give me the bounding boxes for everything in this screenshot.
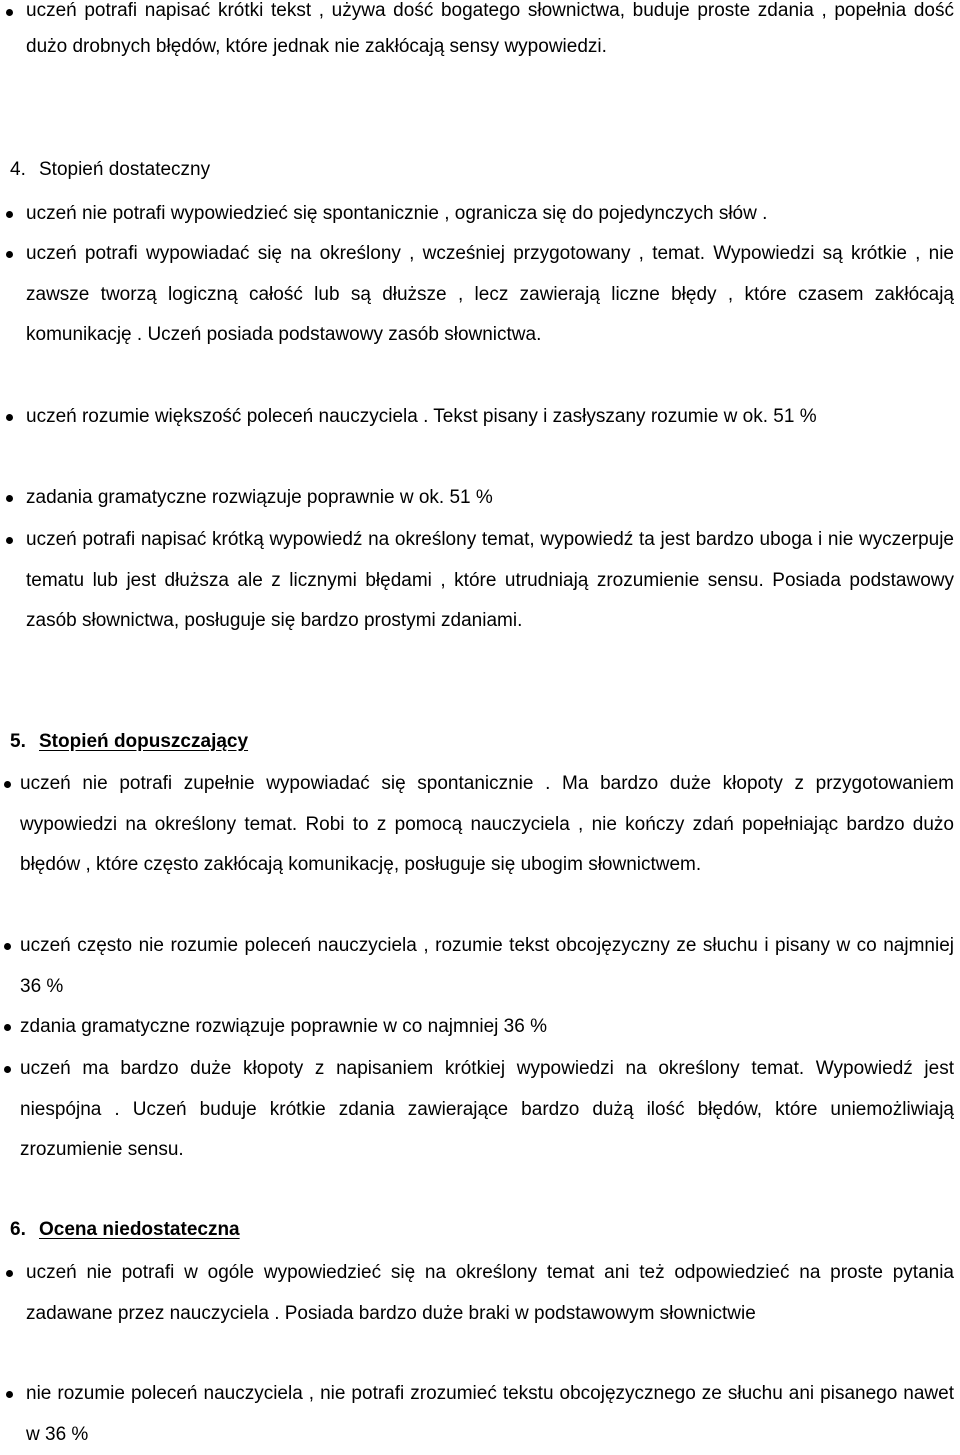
bullet-icon — [6, 9, 13, 16]
list-item-text: uczeń często nie rozumie poleceń nauczyciela , rozumie tekst obcojęzyczny ze słuchu i pisany w co najmniej 36 % — [20, 935, 954, 997]
list-item-text: uczeń potrafi napisać krótką wypowiedź na określony temat, wypowiedź ta jest bardzo uboga i nie wyczerpuje tematu lub jest dłuższa ale z licznymi błędami , które utrudniają zrozumienie sensu. Posiada podstawowy zasób słownictwa, posługuje się bardzo prostymi zdaniami. — [26, 529, 954, 631]
section-title: Ocena niedostateczna — [39, 1219, 240, 1240]
list-item-text: zadania gramatyczne rozwiązuje poprawnie w ok. 51 % — [26, 487, 493, 508]
bullet-icon — [6, 537, 13, 544]
list-item-text: uczeń rozumie większość poleceń nauczyciela . Tekst pisany i zasłyszany rozumie w ok. 51 % — [26, 406, 817, 427]
bullet-icon — [4, 781, 11, 788]
list-item-text: zdania gramatyczne rozwiązuje poprawnie w co najmniej 36 % — [20, 1016, 547, 1037]
list-item-text: uczeń potrafi napisać krótki tekst , używa dość bogatego słownictwa, buduje proste zdania , popełnia dość dużo drobnych błędów, które jednak nie zakłócają sensy wypowiedzi. — [26, 0, 954, 57]
section-title: Stopień dostateczny — [39, 159, 211, 180]
section-heading — [10, 1210, 240, 1250]
section-number: 5. — [10, 731, 26, 752]
list-item-text: uczeń nie potrafi zupełnie wypowiadać się spontanicznie . Ma bardzo duże kłopoty z przygotowaniem wypowiedzi na określony temat. Robi to z pomocą nauczyciela , nie kończy zdań popełniając bardzo dużo błędów , które często zakłócają komunikację, posługuje się ubogim słownictwem. — [20, 773, 954, 875]
bullet-icon — [6, 1391, 13, 1398]
section-title: Stopień dopuszczający — [39, 731, 249, 752]
bullet-icon — [4, 1066, 11, 1073]
list-item-text: uczeń potrafi wypowiadać się na określony , wcześniej przygotowany , temat. Wypowiedzi są krótkie , nie zawsze tworzą logiczną całość lub są dłuższe , lecz zawierają liczne błędy , które czasem zakłócają komunikację . Uczeń posiada podstawowy zasób słownictwa. — [26, 243, 954, 345]
bullet-icon — [6, 414, 13, 421]
bullet-icon — [6, 1270, 13, 1277]
list-item-text: uczeń nie potrafi w ogóle wypowiedzieć się na określony temat ani też odpowiedzieć na proste pytania zadawane przez nauczyciela . Posiada bardzo duże braki w podstawowym słownictwie — [26, 1262, 954, 1324]
list-item-text: nie rozumie poleceń nauczyciela , nie potrafi zrozumieć tekstu obcojęzycznego ze słuchu ani pisanego nawet w 36 % — [26, 1383, 954, 1445]
bullet-icon — [6, 251, 13, 258]
section-heading — [10, 150, 210, 190]
section-heading — [10, 722, 248, 762]
list-item-text: uczeń nie potrafi wypowiedzieć się spontanicznie , ogranicza się do pojedynczych słów . — [26, 203, 768, 224]
bullet-icon — [6, 211, 13, 218]
section-number: 4. — [10, 159, 26, 180]
list-item-text: uczeń ma bardzo duże kłopoty z napisaniem krótkiej wypowiedzi na określony temat. Wypowiedź jest niespójna . Uczeń buduje krótkie zdania zawierające bardzo dużą ilość błędów, które uniemożliwiają zrozumienie sensu. — [20, 1058, 954, 1160]
bullet-icon — [6, 495, 13, 502]
section-number: 6. — [10, 1219, 26, 1240]
bullet-icon — [4, 943, 11, 950]
bullet-icon — [4, 1024, 11, 1031]
